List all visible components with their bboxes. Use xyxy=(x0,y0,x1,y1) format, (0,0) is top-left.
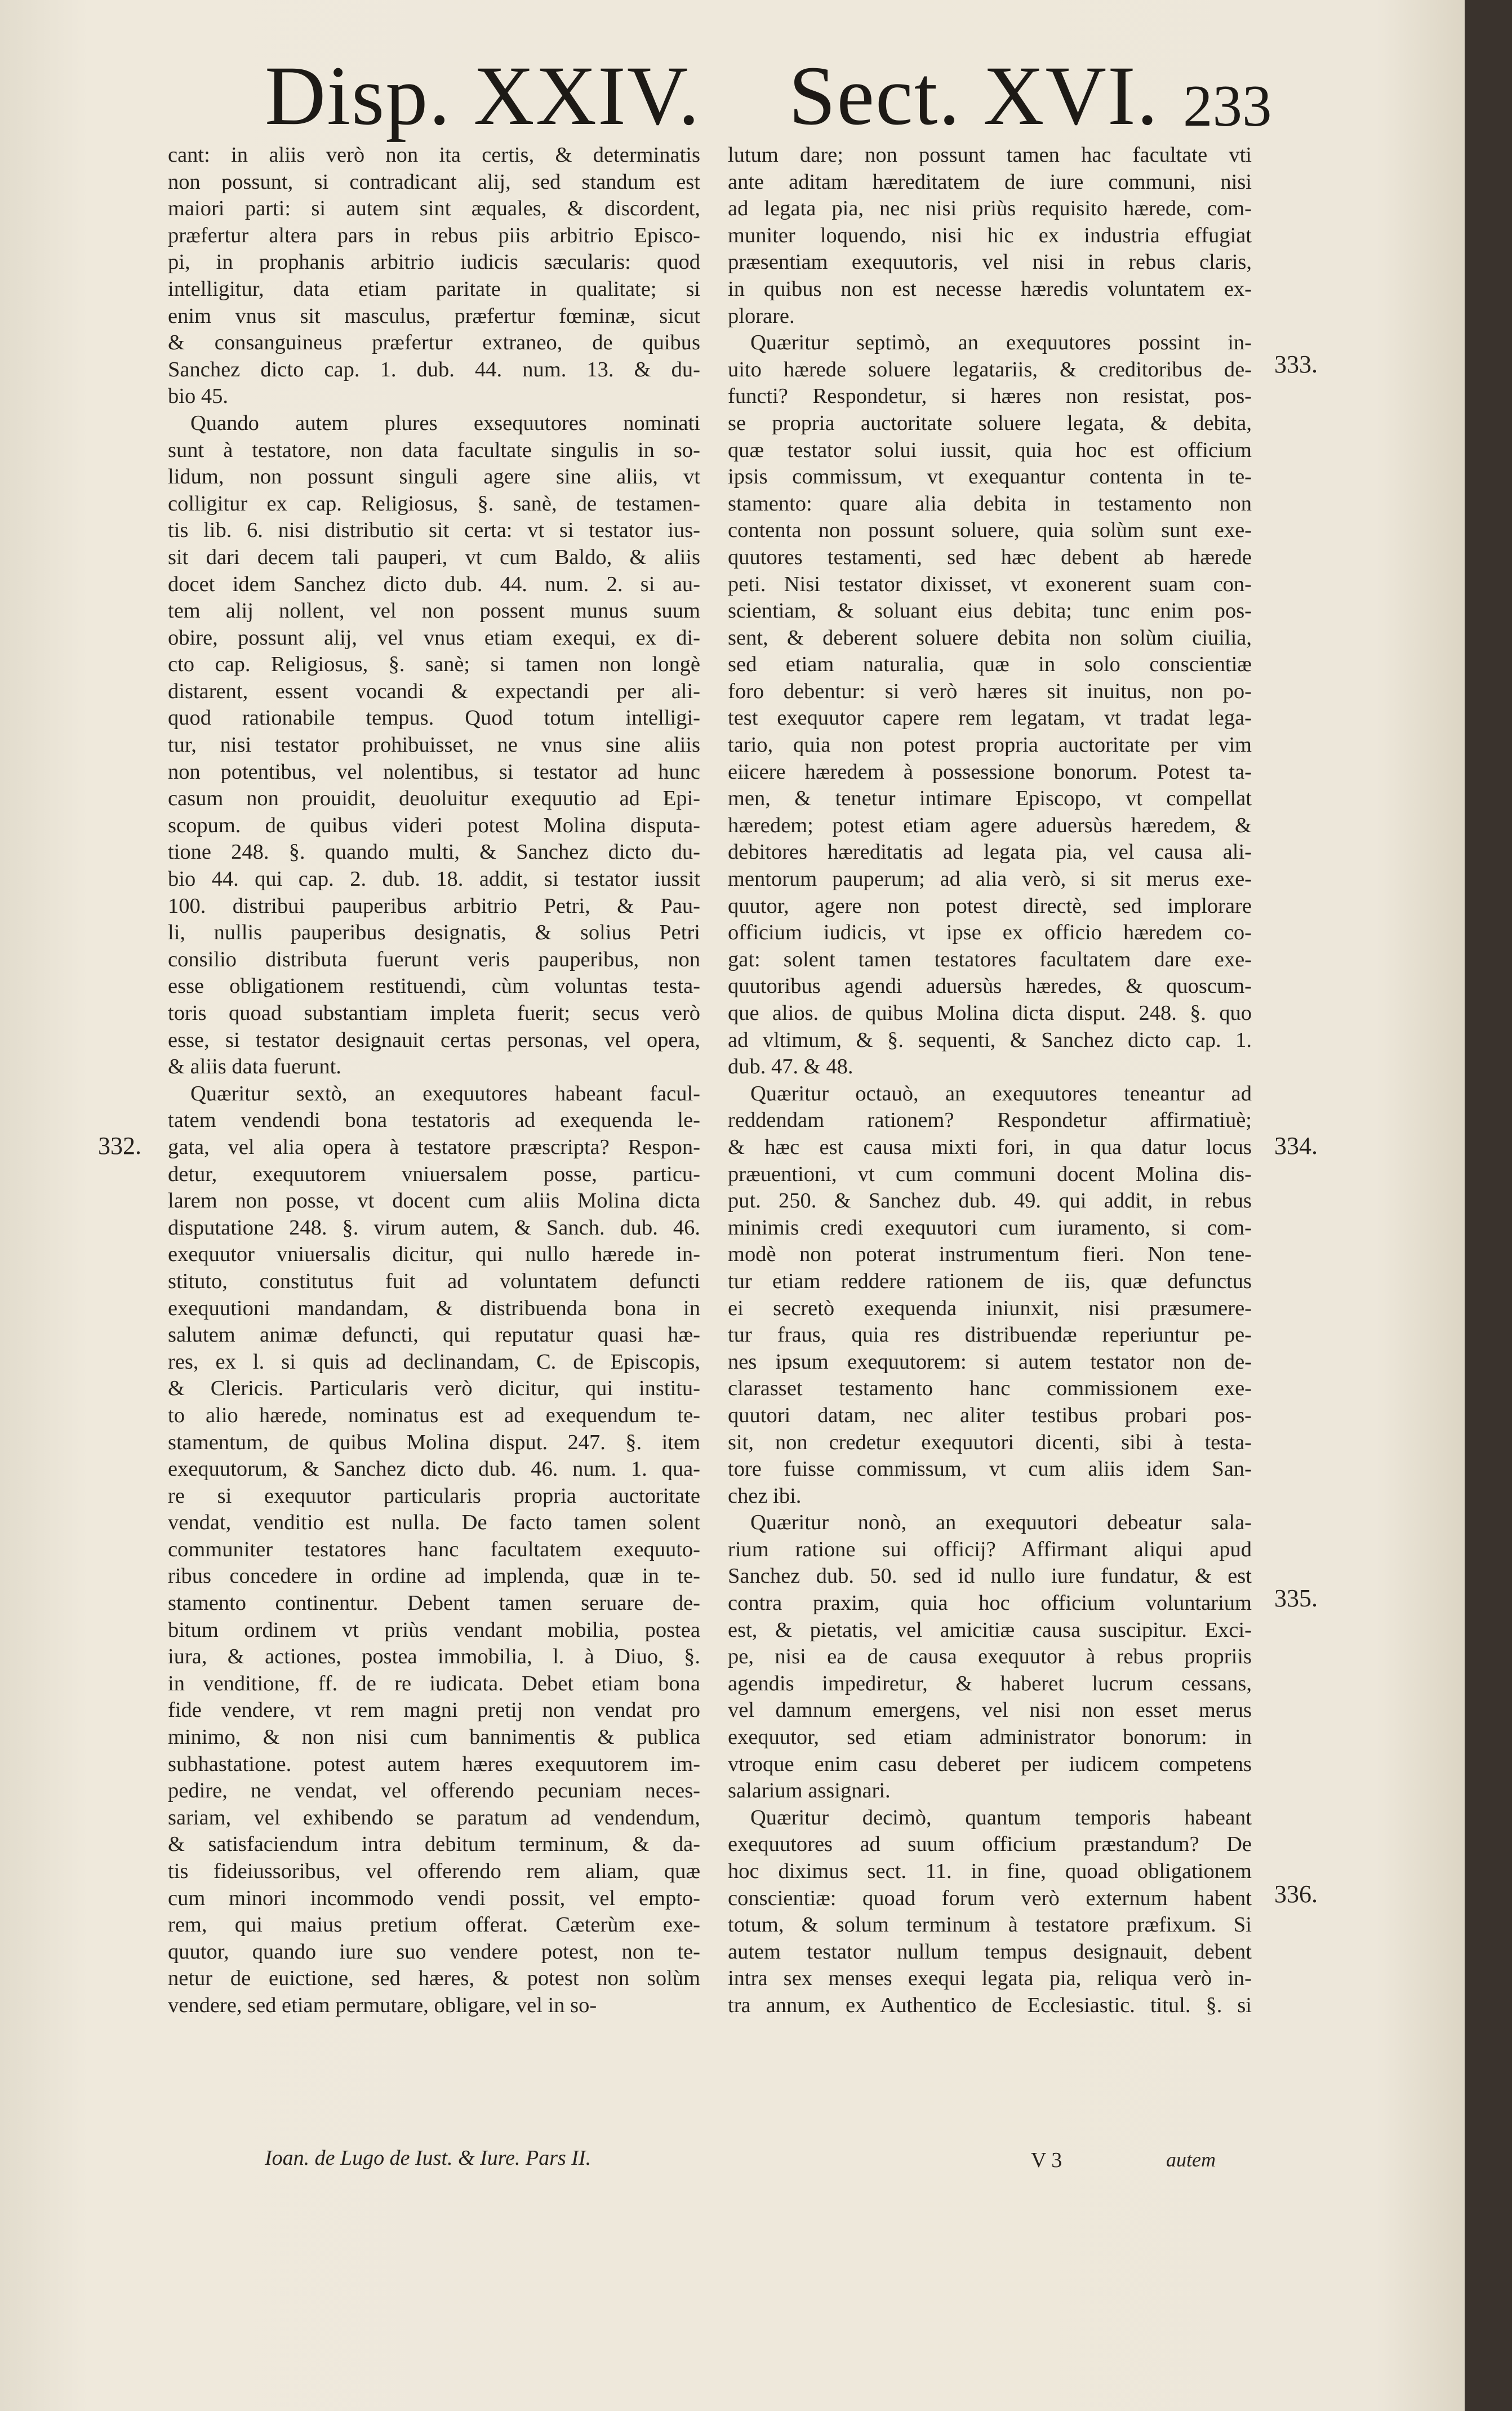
text-line: officium iudicis, vt ipse ex officio hæredem co- xyxy=(728,921,1252,945)
text-line: & consanguineus præfertur extraneo, de quibus xyxy=(168,331,700,355)
text-line: Quando autem plures exsequutores nominati xyxy=(190,411,700,435)
text-line: tione 248. §. quando multi, & Sanchez dicto du- xyxy=(168,840,700,864)
text-line: scopum. de quibus videri potest Molina disputa- xyxy=(168,813,700,837)
text-line: tra annum, ex Authentico de Ecclesiastic. titul. §. si xyxy=(728,1993,1252,2017)
text-line: minimo, & non nisi cum bannimentis & publica xyxy=(168,1725,700,1750)
text-line: que alios. de quibus Molina dicta disput. 248. §. quo xyxy=(728,1001,1252,1025)
text-line: est, & pietatis, vel amicitiæ causa suscipitur. Exci- xyxy=(728,1618,1252,1642)
text-line: res, ex l. si quis ad declinandam, C. de Episcopis, xyxy=(168,1349,700,1374)
text-line: subhastatione. potest autem hæres exequutorem im- xyxy=(168,1752,700,1776)
text-line: consilio distributa fuerunt veris pauperibus, non xyxy=(168,947,700,971)
text-line: toris quoad substantiam impleta fuerit; secus verò xyxy=(168,1001,700,1025)
text-line: rem, qui maius pretium offerat. Cæterùm exe- xyxy=(168,1913,700,1937)
text-line: conscientiæ: quoad forum verò externum habent xyxy=(728,1886,1252,1910)
text-line: esse obligationem restituendi, cùm voluntas testa- xyxy=(168,974,700,998)
text-line: dub. 47. & 48. xyxy=(728,1055,853,1079)
text-line: ei secretò exequenda iniunxit, nisi præsumere- xyxy=(728,1296,1252,1320)
text-line: quutori datam, nec aliter testibus probari pos- xyxy=(728,1403,1252,1427)
text-line: modè non poterat instrumentum fieri. Non tene- xyxy=(728,1242,1252,1267)
margin-number-333: 333. xyxy=(1274,350,1318,378)
catchword: autem xyxy=(1166,2148,1216,2171)
text-line: Quæritur sextò, an exequutores habeant facul- xyxy=(190,1081,700,1105)
text-line: sit dari decem tali pauperi, vt cum Baldo, & aliis xyxy=(168,545,700,569)
text-line: men, & tenetur intimare Episcopo, vt compellat xyxy=(728,787,1252,811)
text-line: gata, vel alia opera à testatore præscripta? Respon- xyxy=(168,1135,700,1159)
text-line: stamento continentur. Debent tamen seruare de- xyxy=(168,1591,700,1615)
text-line: vendere, sed etiam permutare, obligare, vel in so- xyxy=(168,1993,597,2017)
text-line: sunt à testatore, non data facultate singulis in so- xyxy=(168,438,700,462)
text-line: disputatione 248. §. virum autem, & Sanch. dub. 46. xyxy=(168,1215,700,1240)
text-line: to alio hærede, nominatus est ad exequendum te- xyxy=(168,1403,700,1427)
text-line: minimis credi exequutori cum iuramento, si com- xyxy=(728,1215,1252,1240)
text-line: vtroque enim casu deberet per iudicem competens xyxy=(728,1752,1252,1776)
text-line: agendis impediretur, & haberet lucrum cessans, xyxy=(728,1671,1252,1695)
margin-number-332: 332. xyxy=(98,1132,141,1160)
text-line: præsentiam exequutoris, vel nisi in rebus claris, xyxy=(728,250,1252,274)
text-line: in quibus non est necesse hæredis voluntatem ex- xyxy=(728,277,1252,301)
text-line: gat: solent tamen testatores facultatem dare exe- xyxy=(728,947,1252,971)
text-line: totum, & solum terminum à testatore præfixum. Si xyxy=(728,1913,1252,1937)
text-line: tatem vendendi bona testatoris ad exequenda le- xyxy=(168,1108,700,1133)
page-edge-shadow xyxy=(1465,0,1512,2411)
text-line: bio 44. qui cap. 2. dub. 18. addit, si testator iussit xyxy=(168,867,700,891)
text-line: netur de euictione, sed hæres, & potest non solùm xyxy=(168,1966,700,1991)
text-line: Quæritur septimò, an exequutores possint in- xyxy=(750,331,1252,355)
text-line: quutores testamenti, sed hæc debent ab hærede xyxy=(728,545,1252,569)
text-line: exequutorum, & Sanchez dicto dub. 46. num. 1. qua- xyxy=(168,1457,700,1481)
text-line: Quæritur decimò, quantum temporis habeant xyxy=(750,1805,1252,1830)
text-line: Sanchez dicto cap. 1. dub. 44. num. 13. & du- xyxy=(168,357,700,381)
text-line: test exequutor capere rem legatam, vt tradat lega- xyxy=(728,706,1252,730)
text-line: nes ipsum exequutorem: si autem testator non de- xyxy=(728,1349,1252,1374)
text-line: rium ratione sui officij? Affirmant aliqui apud xyxy=(728,1537,1252,1561)
text-line: quod rationabile tempus. Quod totum intelligi- xyxy=(168,706,700,730)
text-line: stamentum, de quibus Molina disput. 247. §. item xyxy=(168,1430,700,1454)
text-line: mentorum pauperum; ad alia verò, si sit merus exe- xyxy=(728,867,1252,891)
header-disputation: Disp. XXIV. xyxy=(265,49,701,143)
text-line: lidum, non possunt singuli agere sine aliis, vt xyxy=(168,465,700,489)
text-line: tur, nisi testator prohibuisset, ne vnus sine aliis xyxy=(168,733,700,757)
text-line: debitores hæreditatis ad legata pia, vel causa ali- xyxy=(728,840,1252,864)
text-line: functi? Respondetur, si hæres non resistat, pos- xyxy=(728,384,1252,409)
text-line: communiter testatores hanc facultatem exequuto- xyxy=(168,1537,700,1561)
text-line: non potentibus, vel nolentibus, si testator ad hunc xyxy=(168,760,700,784)
text-line: chez ibi. xyxy=(728,1484,802,1508)
text-line: & satisfaciendum intra debitum terminum, & da- xyxy=(168,1832,700,1857)
text-line: 100. distribui pauperibus arbitrio Petri, & Pau- xyxy=(168,894,700,918)
text-line: contenta non possunt soluere, quia solùm sunt exe- xyxy=(728,518,1252,543)
text-line: pedire, ne vendat, vel offerendo pecuniam neces- xyxy=(168,1779,700,1803)
text-line: plorare. xyxy=(728,304,795,328)
text-line: vendat, venditio est nulla. De facto tamen solent xyxy=(168,1511,700,1535)
text-line: esse, si testator designauit certas personas, vel opera, xyxy=(168,1028,700,1052)
text-line: quutoribus agendi aduersùs hæredes, & quoscum- xyxy=(728,974,1252,998)
text-line: hæredem; potest etiam agere aduersùs hæredem, & xyxy=(728,813,1252,837)
text-line: foro debentur: si verò hæres sit inuitus, non po- xyxy=(728,679,1252,703)
text-line: li, nullis pauperibus designatis, & solius Petri xyxy=(168,921,700,945)
text-line: bitum ordinem vt priùs vendant mobilia, postea xyxy=(168,1618,700,1642)
text-line: clarasset testamento hanc commissionem exe- xyxy=(728,1377,1252,1401)
text-line: iura, & actiones, postea immobilia, l. à Diuo, §. xyxy=(168,1645,700,1669)
text-line: distarent, essent vocandi & expectandi per ali- xyxy=(168,679,700,703)
text-line: tur etiam reddere rationem de iis, quæ defunctus xyxy=(728,1269,1252,1293)
text-line: tis fideiussoribus, vel offerendo rem aliam, quæ xyxy=(168,1859,700,1883)
margin-number-336: 336. xyxy=(1274,1880,1318,1908)
text-line: lutum dare; non possunt tamen hac facultate vti xyxy=(728,143,1252,167)
text-line: stituto, constitutus fuit ad voluntatem defuncti xyxy=(168,1269,700,1293)
text-line: obire, possunt alij, vel vnus etiam exequi, ex di- xyxy=(168,625,700,650)
text-line: exequutor vniuersalis dicitur, qui nullo hærede in- xyxy=(168,1242,700,1267)
text-line: quæ testator solui iussit, quia hoc est officium xyxy=(728,438,1252,462)
text-line: se propria auctoritate soluere legata, & debita, xyxy=(728,411,1252,435)
margin-number-334: 334. xyxy=(1274,1132,1318,1160)
text-line: intelligitur, data etiam paritate in qualitate; si xyxy=(168,277,700,301)
text-line: muniter loquendo, nisi hic ex industria effugiat xyxy=(728,223,1252,247)
text-line: hoc diximus sect. 11. in fine, quoad obligationem xyxy=(728,1859,1252,1883)
text-line: cto cap. Religiosus, §. sanè; si tamen non longè xyxy=(168,652,700,677)
text-line: Quæritur octauò, an exequutores teneantur ad xyxy=(750,1081,1252,1105)
text-line: pe, nisi ea de causa exequutor à rebus propriis xyxy=(728,1645,1252,1669)
text-line: enim vnus sit masculus, præfertur fœminæ, sicut xyxy=(168,304,700,328)
text-line: Quæritur nonò, an exequutori debeatur sala- xyxy=(750,1511,1252,1535)
text-line: colligitur ex cap. Religiosus, §. sanè, de testamen- xyxy=(168,491,700,516)
text-line: præuentioni, vt cum communi docent Molina dis- xyxy=(728,1162,1252,1186)
right-text-column xyxy=(728,142,1252,2019)
text-line: exequutioni mandandam, & distribuenda bona in xyxy=(168,1296,700,1320)
text-line: non possunt, si contradicant alij, sed standum est xyxy=(168,170,700,194)
text-line: ribus concedere in ordine ad implenda, quæ in te- xyxy=(168,1564,700,1588)
text-line: eiicere hæredem à possessione bonorum. Potest ta- xyxy=(728,760,1252,784)
text-line: sed etiam naturalia, quæ in solo conscientiæ xyxy=(728,652,1252,677)
text-line: tem alij nollent, vel non possent munus suum xyxy=(168,599,700,623)
text-line: & Clericis. Particularis verò dicitur, qui institu- xyxy=(168,1377,700,1401)
header-section: Sect. XVI. xyxy=(789,49,1159,143)
text-line: reddendam rationem? Respondetur affirmatiuè; xyxy=(728,1108,1252,1133)
text-line: ad vltimum, & §. sequenti, & Sanchez dicto cap. 1. xyxy=(728,1028,1252,1052)
left-text-column xyxy=(168,142,700,2019)
text-line: fide vendere, vt rem magni pretij non vendat pro xyxy=(168,1698,700,1722)
text-line: sent, & deberent soluere debita non solùm ciuilia, xyxy=(728,625,1252,650)
margin-number-335: 335. xyxy=(1274,1584,1318,1612)
text-line: tore fuisse commissum, vt cum aliis idem San- xyxy=(728,1457,1252,1481)
signature-mark: V 3 xyxy=(1031,2148,1062,2172)
text-line: casum non prouidit, deuoluitur exequutio ad Epi- xyxy=(168,787,700,811)
text-line: quutor, quando iure suo vendere potest, non te- xyxy=(168,1939,700,1964)
text-line: præfertur altera pars in rebus piis arbitrio Episco- xyxy=(168,223,700,247)
text-line: ipsis commissum, vt exequantur contenta in te- xyxy=(728,465,1252,489)
text-line: exequutores ad suum officium præstandum? De xyxy=(728,1832,1252,1857)
text-line: scientiam, & soluant eius debita; tunc enim pos- xyxy=(728,599,1252,623)
text-line: intra sex menses exequi legata pia, reliqua verò in- xyxy=(728,1966,1252,1991)
text-line: larem non posse, vt docent cum aliis Molina dicta xyxy=(168,1189,700,1213)
text-line: in venditione, ff. de re iudicata. Debet etiam bona xyxy=(168,1671,700,1695)
text-line: & aliis data fuerunt. xyxy=(168,1055,341,1079)
page-number: 233 xyxy=(1183,73,1272,139)
text-line: tis lib. 6. nisi distributio sit certa: vt si testator ius- xyxy=(168,518,700,543)
text-line: sit, non credetur exequutori dicenti, sibi à testa- xyxy=(728,1430,1252,1454)
text-line: Sanchez dub. 50. sed id nullo iure fundatur, & est xyxy=(728,1564,1252,1588)
text-line: pi, in prophanis arbitrio iudicis sæcularis: quod xyxy=(168,250,700,274)
text-line: exequutor, sed etiam administrator bonorum: in xyxy=(728,1725,1252,1750)
text-line: maiori parti: si autem sint æquales, & discordent, xyxy=(168,197,700,221)
text-line: put. 250. & Sanchez dub. 49. qui addit, in rebus xyxy=(728,1189,1252,1213)
text-line: tario, quia non potest propria auctoritate per vim xyxy=(728,733,1252,757)
text-line: & hæc est causa mixti fori, in qua datur locus xyxy=(728,1135,1252,1159)
text-line: contra praxim, quia hoc officium voluntarium xyxy=(728,1591,1252,1615)
text-line: uito hærede soluere legatariis, & creditoribus de- xyxy=(728,357,1252,381)
text-line: ad legata pia, nec nisi priùs requisito hærede, com- xyxy=(728,197,1252,221)
text-line: stamento: quare alia debita in testamento non xyxy=(728,491,1252,516)
text-line: re si exequutor particularis propria auctoritate xyxy=(168,1484,700,1508)
text-line: bio 45. xyxy=(168,384,228,409)
footer-running-title: Ioan. de Lugo de Iust. & Iure. Pars II. xyxy=(265,2146,592,2170)
text-line: sariam, vel exhibendo se paratum ad vendendum, xyxy=(168,1805,700,1830)
text-line: docet idem Sanchez dicto dub. 44. num. 2. si au- xyxy=(168,572,700,596)
text-line: cant: in aliis verò non ita certis, & determinatis xyxy=(168,143,700,167)
text-line: peti. Nisi testator dixisset, vt exonerent suam con- xyxy=(728,572,1252,596)
text-line: autem testator nullum tempus designauit, debent xyxy=(728,1939,1252,1964)
text-line: quutor, agere non potest directè, sed implorare xyxy=(728,894,1252,918)
text-line: tur fraus, quia res distribuendæ reperiuntur pe- xyxy=(728,1323,1252,1347)
text-line: salutem animæ defuncti, qui reputatur quasi hæ- xyxy=(168,1323,700,1347)
text-line: detur, exequutorem vniuersalem posse, particu- xyxy=(168,1162,700,1186)
text-line: salarium assignari. xyxy=(728,1779,891,1803)
text-line: ante aditam hæreditatem de iure communi, nisi xyxy=(728,170,1252,194)
text-line: cum minori incommodo vendi possit, vel empto- xyxy=(168,1886,700,1910)
text-line: vel damnum emergens, vel nisi non esset merus xyxy=(728,1698,1252,1722)
